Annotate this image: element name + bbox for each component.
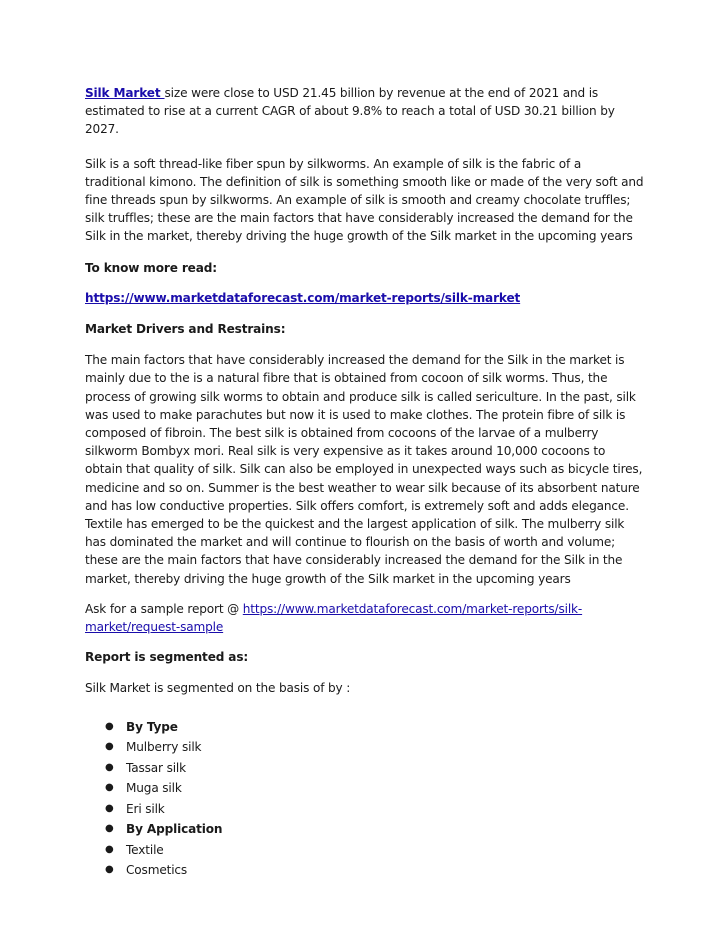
bullet-icon: ● [105,823,114,835]
bullet-icon: ● [105,782,114,794]
segment-label: Cosmetics [126,863,188,878]
segment-list-item [85,840,645,861]
intro-paragraph [85,84,645,139]
bullet-icon: ● [105,843,114,855]
segment-list-item [85,737,645,758]
segment-list [85,717,645,881]
report-url-paragraph [85,289,645,307]
segment-label: Eri silk [126,801,165,816]
segment-label: By Type [126,719,178,734]
bullet-icon: ● [105,741,114,753]
segment-list-item [85,717,645,738]
bullet-icon: ● [105,761,114,773]
sample-request-prefix: Ask for a sample report @ [85,601,243,616]
description-paragraph: Silk is a soft thread-like fiber spun by silkworms. An example of silk is the fabric of a traditional kimono. The definition of silk is something smooth like or made of the very soft and fine threads spun by silkworms. An example of silk is smooth and creamy chocolate truffles; silk truffles; these are the main factors that have considerably increased the demand for the Silk in the market, thereby driving the huge growth of the Silk market in the upcoming years [85,156,644,244]
document-body [85,84,645,881]
silk-market-link[interactable]: Silk Market [85,86,165,100]
know-more-label: To know more read: [85,260,217,275]
sample-request-paragraph [85,600,645,636]
segment-label: Tassar silk [126,760,186,775]
segment-list-item [85,799,645,820]
bullet-icon: ● [105,864,114,876]
segment-label: Textile [126,842,164,857]
segment-list-item [85,778,645,799]
segmented-heading: Report is segmented as: [85,650,249,665]
segment-list-item [85,860,645,881]
segment-label: Mulberry silk [126,740,202,755]
drivers-heading: Market Drivers and Restrains: [85,322,286,337]
segment-list-item [85,819,645,840]
bullet-icon: ● [105,802,114,814]
segmented-text: Silk Market is segmented on the basis of by : [85,681,351,696]
segment-label: Muga silk [126,781,182,796]
intro-text: size were close to USD 21.45 billion by revenue at the end of 2021 and is estimated to rise at a current CAGR of about 9.8% to reach a total of USD 30.21 billion by 2027. [85,86,615,137]
segment-list-item [85,758,645,779]
bullet-icon: ● [105,720,114,732]
segment-label: By Application [126,822,223,837]
drivers-paragraph: The main factors that have considerably increased the demand for the Silk in the market is mainly due to the is a natural fibre that is obtained from cocoon of silk worms. Thus, the process of growing silk worms to obtain and produce silk is called sericulture. In the past, silk was used to make parachutes but now it is used to make clothes. The protein fibre of silk is composed of fibroin. The best silk is obtained from cocoons of the larvae of a mulberry silkworm Bombyx mori. Real silk is very expensive as it takes around 10,000 cocoons to obtain that quality of silk. Silk can also be employed in unexpected ways such as bicycle tires, medicine and so on. Summer is the best weather to wear silk because of its absorbent nature and has low conductive properties. Silk offers comfort, is extremely soft and adds elegance. Textile has emerged to be the quickest and the largest application of silk. The mulberry silk has dominated the market and will continue to flourish on the basis of worth and volume; these are the main factors that have considerably increased the demand for the Silk in the market, thereby driving the huge growth of the Silk market in the upcoming years [85,353,643,586]
sample-request-link[interactable]: https://www.marketdataforecast.com/market-reports/silk-market/request-sample [85,601,583,635]
report-url-link[interactable]: https://www.marketdataforecast.com/market-reports/silk-market [85,290,521,305]
